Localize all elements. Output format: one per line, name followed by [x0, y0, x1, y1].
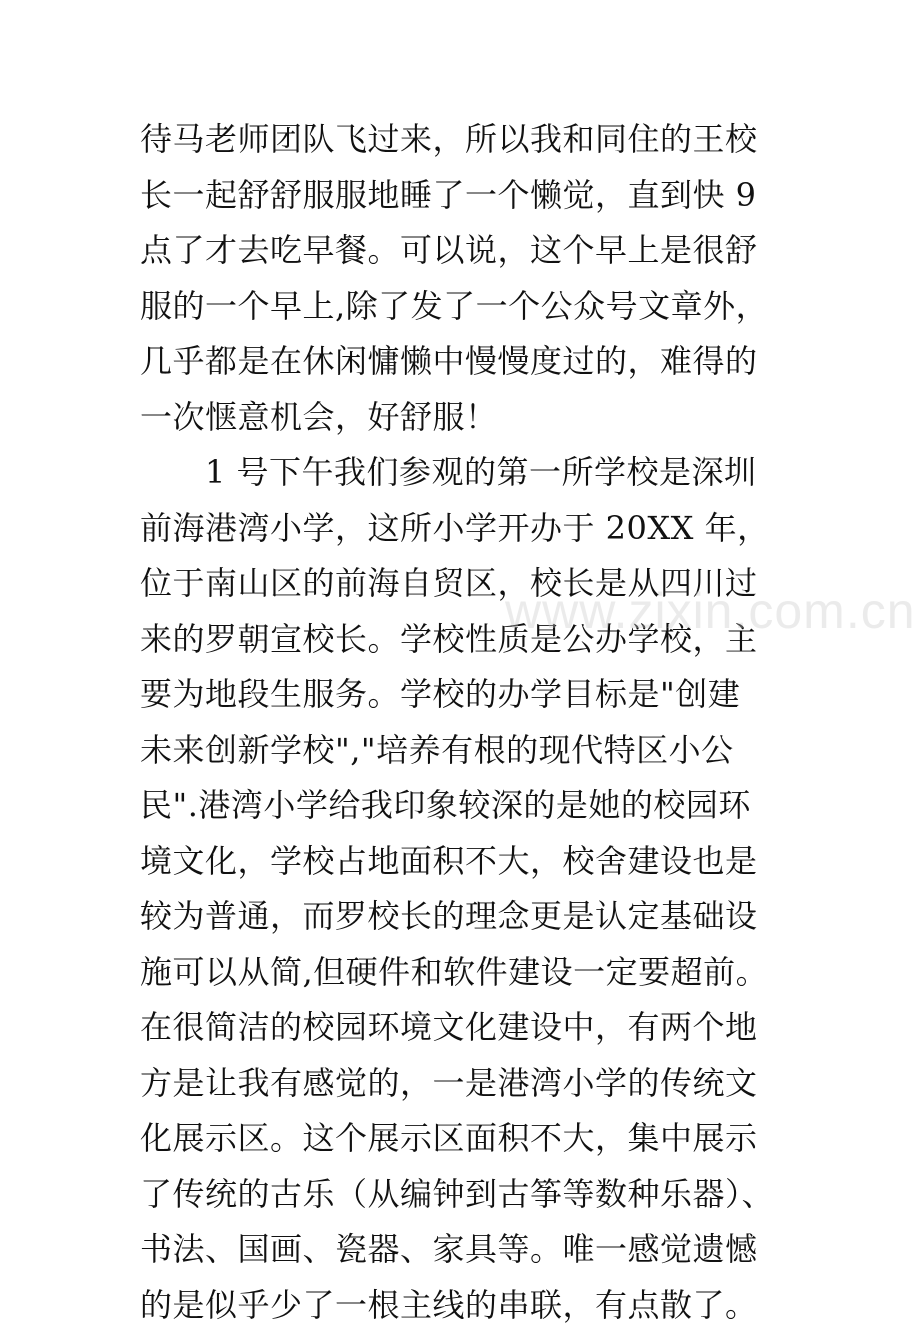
text-line: 民".港湾小学给我印象较深的是她的校园环	[140, 778, 800, 834]
text-line: 一次惬意机会，好舒服！	[140, 390, 800, 446]
text-line: 书法、国画、瓷器、家具等。唯一感觉遗憾	[140, 1222, 800, 1278]
text-line: 来的罗朝宣校长。学校性质是公办学校，主	[140, 612, 800, 668]
text-line: 1 号下午我们参观的第一所学校是深圳	[140, 445, 800, 501]
text-line: 点了才去吃早餐。可以说，这个早上是很舒	[140, 223, 800, 279]
text-line: 待马老师团队飞过来，所以我和同住的王校	[140, 112, 800, 168]
watermark: www.zixin.com.cn	[505, 582, 916, 640]
text-line: 化展示区。这个展示区面积不大，集中展示	[140, 1111, 800, 1167]
body-text	[140, 112, 800, 1333]
text-line: 了传统的古乐（从编钟到古筝等数种乐器）、	[140, 1167, 800, 1223]
text-line: 方是让我有感觉的，一是港湾小学的传统文	[140, 1056, 800, 1112]
text-line: 要为地段生服务。学校的办学目标是"创建	[140, 667, 800, 723]
text-line: 较为普通，而罗校长的理念更是认定基础设	[140, 889, 800, 945]
text-line: 长一起舒舒服服地睡了一个懒觉，直到快 9	[140, 168, 800, 224]
text-line: 的是似乎少了一根主线的串联，有点散了。	[140, 1278, 800, 1333]
text-line: 在很简洁的校园环境文化建设中，有两个地	[140, 1000, 800, 1056]
text-line: 施可以从简,但硬件和软件建设一定要超前。	[140, 945, 800, 1001]
text-line: 前海港湾小学，这所小学开办于 20XX 年，	[140, 501, 800, 557]
text-line: 几乎都是在休闲慵懒中慢慢度过的，难得的	[140, 334, 800, 390]
text-line: 未来创新学校","培养有根的现代特区小公	[140, 723, 800, 779]
text-line: 服的一个早上,除了发了一个公众号文章外，	[140, 279, 800, 335]
text-line: 位于南山区的前海自贸区，校长是从四川过	[140, 556, 800, 612]
text-line: 境文化，学校占地面积不大，校舍建设也是	[140, 834, 800, 890]
